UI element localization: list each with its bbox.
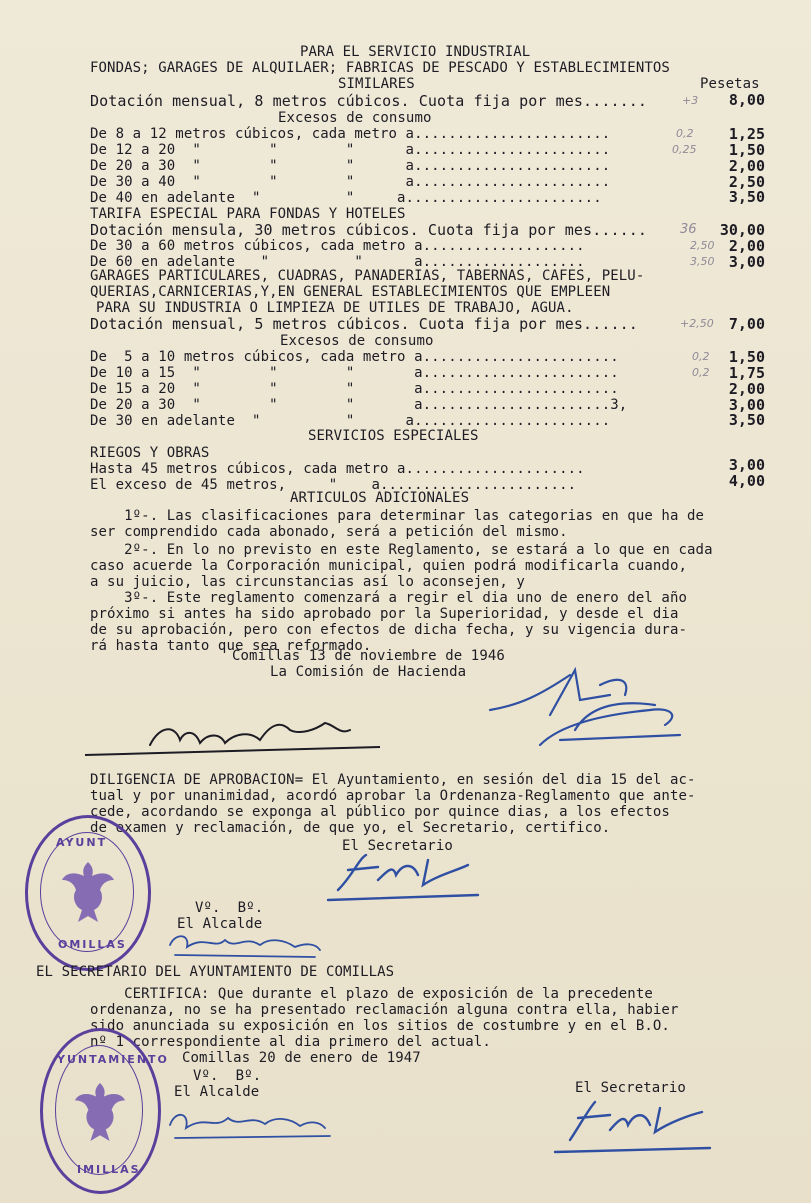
articles-heading: ARTICULOS ADICIONALES: [290, 490, 470, 506]
special-sub: RIEGOS Y OBRAS: [90, 445, 210, 461]
tariff2-row-price: 3,00: [728, 253, 765, 271]
certificado-alcalde: El Alcalde: [174, 1084, 260, 1100]
tariff2-row: De 30 a 60 metros cúbicos, cada metro a...................: [90, 238, 585, 254]
diligencia-alcalde: El Alcalde: [177, 916, 263, 932]
tariff3-heading: PARA SU INDUSTRIA O LIMPIEZA DE UTILES DE TRABAJO, AGUA.: [96, 300, 574, 316]
special-row-price: 4,00: [728, 472, 765, 490]
tariff1-row-price: 3,50: [728, 188, 765, 206]
diligencia-line: cede, acordando se exponga al público por quince dias, a los efectos: [90, 804, 670, 820]
tariff1-row-price: 2,00: [728, 157, 765, 175]
tariff3-dotacion-note: +2,50: [680, 317, 714, 330]
seal-text-bottom: OMILLAS: [58, 938, 127, 951]
certificado-line: ordenanza, no se ha presentado reclamación alguna contra ella, habier: [90, 1002, 679, 1018]
diligencia-line: DILIGENCIA DE APROBACION= El Ayuntamiento, en sesión del dia 15 del ac-: [90, 772, 696, 788]
articles-line: 2º-. En lo no previsto en este Reglamento, se estará a lo que en cada: [90, 542, 713, 558]
tariff1-row-price: 1,50: [728, 141, 765, 159]
tariff3-row-price: 3,00: [728, 396, 765, 414]
tariff3-row: De 15 a 20 " " " a.......................: [90, 381, 619, 397]
diligencia-alcalde-signature: [165, 925, 325, 965]
seal-text-bottom: IMILLAS: [77, 1163, 141, 1176]
tariff3-heading: GARAGES PARTICULARES, CUADRAS, PANADERIAS, TABERNAS, CAFES, PELU-: [90, 268, 645, 284]
municipal-seal-top: [25, 815, 151, 971]
commission-signature-right: [480, 655, 700, 755]
tariff1-dotacion-price: 8,00: [728, 91, 765, 109]
articles-line: 1º-. Las clasificaciones para determinar las categorias en que ha de: [90, 508, 705, 524]
tariff1-row-price: 2,50: [728, 173, 765, 191]
tariff2-dotacion-note: 36: [680, 222, 697, 237]
tariff3-dotacion: Dotación mensual, 5 metros cúbicos. Cuota fija por mes......: [90, 315, 638, 333]
diligencia-line: de examen y reclamación, de que yo, el Secretario, certifico.: [90, 820, 611, 836]
diligencia-secretario: El Secretario: [342, 838, 453, 854]
articles-line: caso acuerde la Corporación municipal, quien podrá modificarla cuando,: [90, 558, 688, 574]
seal-text-top: AYUNT: [56, 836, 108, 849]
tariff1-excesos: Excesos de consumo: [278, 110, 432, 126]
certificado-place-date: Comillas 20 de enero de 1947: [182, 1050, 421, 1066]
seal-text-top: YUNTAMIENTO: [57, 1053, 169, 1066]
tariff2-row-price: 2,00: [728, 237, 765, 255]
tariff3-row-price: 3,50: [728, 411, 765, 429]
tariff3-row: De 30 en adelante " " a.......................: [90, 413, 611, 429]
tariff3-row-price: 2,00: [728, 380, 765, 398]
articles-line: rá hasta tanto que sea reformado.: [90, 638, 372, 654]
certificado-line: sido anunciada su exposición en los sitios de costumbre y en el B.O.: [90, 1018, 670, 1034]
articles-line: a su juicio, las circunstancias así lo aconsejen, y: [90, 574, 525, 590]
tariff1-row-note: 0,25: [672, 143, 697, 156]
tariff3-row: De 20 a 30 " " " a......................3,: [90, 397, 628, 413]
certificado-line: CERTIFICA: Que durante el plazo de exposición de la precedente: [90, 986, 653, 1002]
tariff2-heading: TARIFA ESPECIAL PARA FONDAS Y HOTELES: [90, 206, 406, 222]
diligencia-vb: Vº. Bº.: [195, 900, 264, 916]
articles-commission: La Comisión de Hacienda: [270, 664, 467, 680]
eagle-emblem-icon: [58, 856, 118, 928]
articles-line: 3º-. Este reglamento comenzará a regir el dia uno de enero del año: [90, 590, 688, 606]
pesetas-label: Pesetas: [700, 76, 760, 92]
diligencia-line: tual y por unanimidad, acordó aprobar la Ordenanza-Reglamento que ante-: [90, 788, 696, 804]
tariff3-row: De 5 a 10 metros cúbicos, cada metro a.......................: [90, 349, 619, 365]
tariff3-dotacion-price: 7,00: [728, 315, 765, 333]
tariff3-row-price: 1,50: [728, 348, 765, 366]
certificado-heading: EL SECRETARIO DEL AYUNTAMIENTO DE COMILLAS: [36, 964, 395, 980]
certificado-secretario: El Secretario: [575, 1080, 686, 1096]
articles-line: de su aprobación, pero con efectos de dicha fecha, y su vigencia dura-: [90, 622, 688, 638]
tariff3-excesos: Excesos de consumo: [280, 333, 434, 349]
header-subtitle-2: SIMILARES: [338, 76, 415, 92]
tariff2-dotacion-price: 30,00: [719, 221, 765, 239]
tariff3-heading: QUERIAS,CARNICERIAS,Y,EN GENERAL ESTABLECIMIENTOS QUE EMPLEEN: [90, 284, 611, 300]
diligencia-secretario-signature: [318, 845, 488, 905]
tariff3-row: De 10 a 15 " " " a.......................: [90, 365, 619, 381]
tariff2-row: De 60 en adelante " " a...................: [90, 254, 585, 270]
tariff1-row: De 40 en adelante " " a.......................: [90, 190, 602, 206]
tariff2-row-note: 2,50: [690, 239, 715, 252]
eagle-emblem-icon: [71, 1076, 129, 1148]
certificado-vb: Vº. Bº.: [193, 1068, 262, 1084]
tariff1-row-note: 0,2: [676, 127, 694, 140]
articles-line: ser comprendido cada abonado, será a petición del mismo.: [90, 524, 568, 540]
tariff1-dotacion: Dotación mensual, 8 metros cúbicos. Cuota fija por mes.......: [90, 92, 647, 110]
certificado-alcalde-signature: [160, 1100, 340, 1150]
certificado-secretario-signature: [540, 1090, 720, 1160]
tariff3-row-note: 0,2: [692, 350, 710, 363]
special-heading: SERVICIOS ESPECIALES: [308, 428, 479, 444]
tariff3-row-note: 0,2: [692, 366, 710, 379]
tariff1-row-price: 1,25: [728, 125, 765, 143]
special-row-price: 3,00: [728, 456, 765, 474]
tariff1-row: De 20 a 30 " " " a.......................: [90, 158, 611, 174]
tariff2-dotacion: Dotación mensula, 30 metros cúbicos. Cuota fija por mes......: [90, 221, 647, 239]
special-row: El exceso de 45 metros, " a.......................: [90, 477, 577, 493]
municipal-seal-bottom: [40, 1028, 169, 1194]
header-title: PARA EL SERVICIO INDUSTRIAL: [300, 44, 531, 60]
commission-signature-left: [80, 705, 390, 775]
tariff3-row-price: 1,75: [728, 364, 765, 382]
tariff1-row: De 30 a 40 " " " a.......................: [90, 174, 611, 190]
tariff1-dotacion-note: +3: [682, 94, 699, 107]
articles-line: próximo si antes ha sido aprobado por la Superioridad, y desde el dia: [90, 606, 679, 622]
articles-place-date: Comillas 13 de noviembre de 1946: [232, 648, 505, 664]
tariff1-row: De 8 a 12 metros cúbicos, cada metro a.......................: [90, 126, 611, 142]
tariff1-row: De 12 a 20 " " " a.......................: [90, 142, 611, 158]
certificado-line: nº 1 correspondiente al dia primero del actual.: [90, 1034, 491, 1050]
tariff2-row-note: 3,50: [690, 255, 715, 268]
special-row: Hasta 45 metros cúbicos, cada metro a.....................: [90, 461, 585, 477]
header-subtitle: FONDAS; GARAGES DE ALQUILAER; FABRICAS DE PESCADO Y ESTABLECIMIENTOS: [90, 60, 670, 76]
